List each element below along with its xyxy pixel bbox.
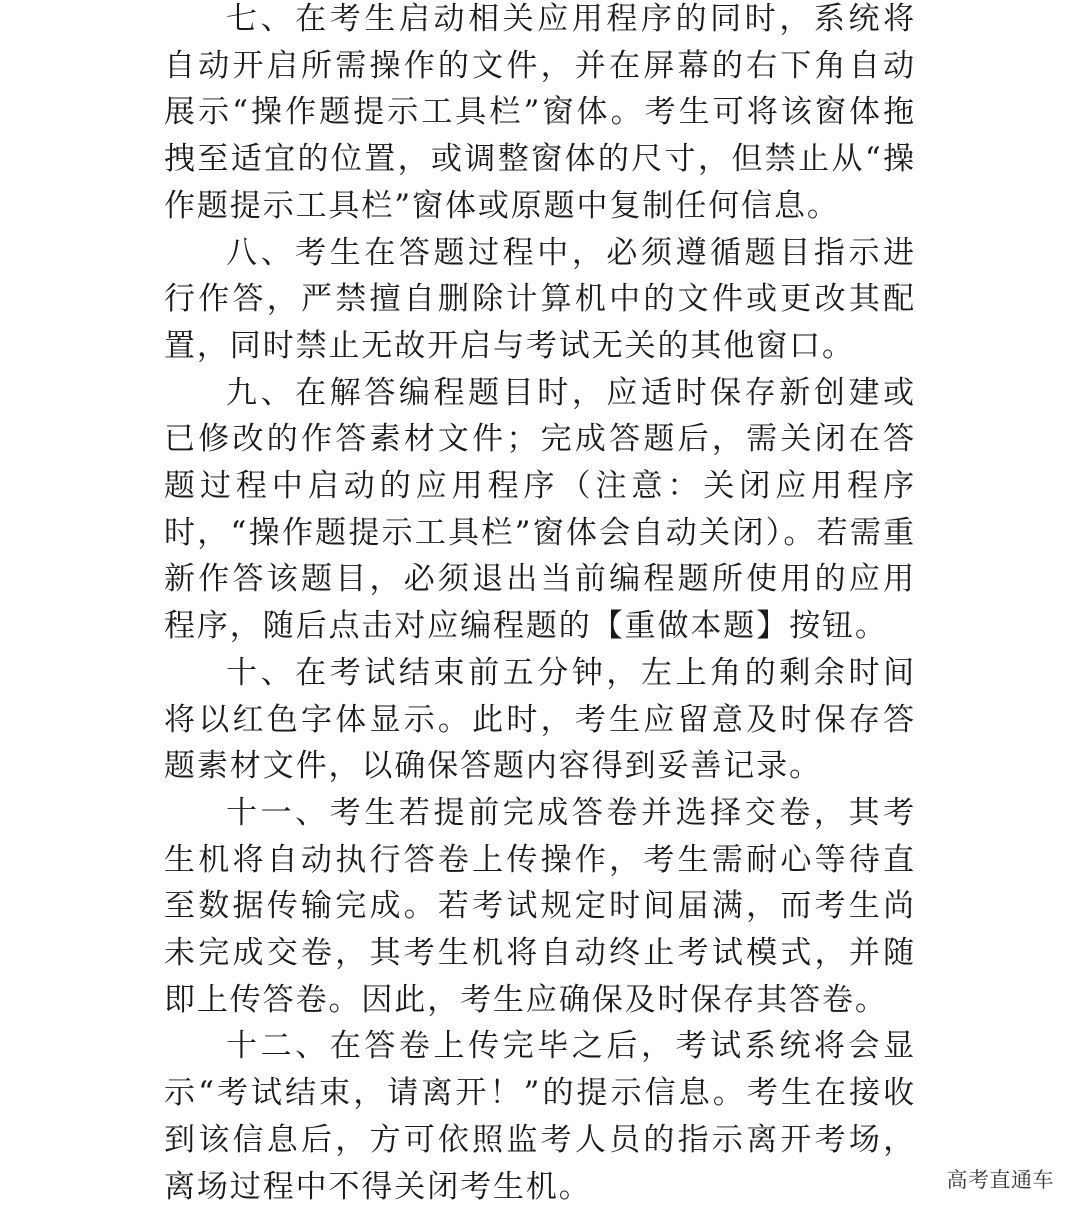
paragraph-7: 七、在考生启动相关应用程序的同时，系统将自动开启所需操作的文件，并在屏幕的右下角自动展示“操作题提示工具栏”窗体。考生可将该窗体拖拽至适宜的位置，或调整窗体的尺寸，但禁止从“操作题提示工具栏”窗体或原题中复制任何信息。 xyxy=(164,1,916,224)
paragraph-8: 八、考生在答题过程中，必须遵循题目指示进行作答，严禁擅自删除计算机中的文件或更改其配置，同时禁止无故开启与考试无关的其他窗口。 xyxy=(164,234,916,364)
watermark-text: 高考直通车 xyxy=(946,1168,1054,1192)
paragraph-12: 十二、在答卷上传完毕之后，考试系统将会显示“考试结束，请离开！”的提示信息。考生在接收到该信息后，方可依照监考人员的指示离开考场，离场过程中不得关闭考生机。 xyxy=(164,1028,916,1205)
document-body xyxy=(164,0,916,1210)
paragraph-10: 十、在考试结束前五分钟，左上角的剩余时间将以红色字体显示。此时，考生应留意及时保存答题素材文件，以确保答题内容得到妥善记录。 xyxy=(164,654,916,785)
paragraph-9: 九、在解答编程题目时，应适时保存新创建或已修改的作答素材文件；完成答题后，需关闭在答题过程中启动的应用程序（注意：关闭应用程序时，“操作题提示工具栏”窗体会自动关闭）。若需重新作答该题目，必须退出当前编程题所使用的应用程序，随后点击对应编程题的【重做本题】按钮。 xyxy=(164,374,916,645)
paragraph-11: 十一、考生若提前完成答卷并选择交卷，其考生机将自动执行答卷上传操作，考生需耐心等待直至数据传输完成。若考试规定时间届满，而考生尚未完成交卷，其考生机将自动终止考试模式，并随即上传答卷。因此，考生应确保及时保存其答卷。 xyxy=(164,794,916,1018)
